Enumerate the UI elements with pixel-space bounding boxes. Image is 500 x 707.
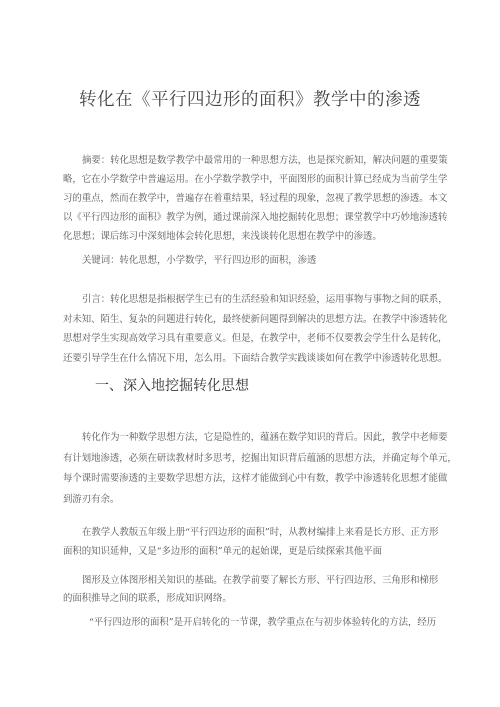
paragraph-line: 的面积推导之间的联系，形成知识网络。 xyxy=(63,593,232,604)
abstract-line: 略，它在小学数学中普遍运用。在小学数学教学中，平面图形的面积计算已经成为当前学生学 xyxy=(63,174,448,185)
section-paragraph xyxy=(63,572,439,608)
intro-line: 还要引导学生在什么情况下用，怎么用。下面结合教学实践谈谈如何在教学中渗透转化思想。 xyxy=(63,352,448,364)
paragraph-line: 转化作为一种数学思想方法，它是隐性的，蕴涵在数学知识的背后。因此，教学中老师要 xyxy=(82,432,448,443)
paragraph-line: 在教学人教版五年级上册“平行四边形的面积”时，从教材编排上来看是长方形、正方形 xyxy=(82,527,439,538)
paragraph-line: 到游刃有余。 xyxy=(63,493,120,505)
section-heading: 一、深入地挖掘转化思想 xyxy=(95,378,249,394)
paragraph-line: 每个课时需要渗透的主要数学思想方法，这样才能做到心中有数，教学中渗透转化思想才能做 xyxy=(63,473,448,484)
paragraph-line: 有计划地渗透，必须在研读教材时多思考，挖掘出知识背后蕴涵的思想方法，并确定每个单元， xyxy=(63,452,457,464)
abstract-line: 摘要：转化思想是数学教学中最常用的一种思想方法，也是探究新知，解决问题的重要策 xyxy=(82,155,448,166)
abstract-paragraph xyxy=(63,151,448,246)
section-paragraph xyxy=(63,523,439,561)
abstract-line: 化思想；课后练习中深刻地体会转化思想，来浅谈转化思想在教学中的渗透。 xyxy=(63,231,382,242)
paragraph-line: 面积的知识延伸，又是“多边形的面积”单元的起始课，更是后续探索其他平面 xyxy=(63,546,382,557)
keywords-line xyxy=(63,251,439,270)
abstract-line: 习的重点，然而在教学中，普遍存在着重结果，轻过程的现象，忽视了教学思想的渗透。本文 xyxy=(63,193,448,204)
intro-line: 思想对学生实现高效学习具有重要意义。但是，在教学中，老师不仅要教会学生什么是转化， xyxy=(63,333,448,344)
paragraph-line: “平行四边形的面积”是开启转化的一节课，教学重点在与初步体验转化的方法，经历 xyxy=(89,617,437,628)
document-title: 转化在《平行四边形的面积》教学中的渗透 xyxy=(79,90,421,110)
section-paragraph xyxy=(63,428,457,510)
section-paragraph xyxy=(63,613,439,632)
intro-line: 对未知、陌生、复杂的问题进行转化，最终使新问题得到解决的思想方法。在教学中渗透转化 xyxy=(63,313,448,325)
keywords-text: 关键词：转化思想，小学数学，平行四边形的面积，渗透 xyxy=(82,255,317,266)
intro-paragraph xyxy=(63,290,448,368)
abstract-line: 以《平行四边形的面积》教学为例，通过课前深入地挖掘转化思想；课堂教学中巧妙地渗透转 xyxy=(63,212,448,223)
intro-line: 引言：转化思想是指根据学生已有的生活经验和知识经验，运用事物与事物之间的联系， xyxy=(82,294,448,305)
paragraph-line: 图形及立体图形相关知识的基础。在教学前要了解长方形、平行四边形、三角形和梯形 xyxy=(82,575,439,586)
